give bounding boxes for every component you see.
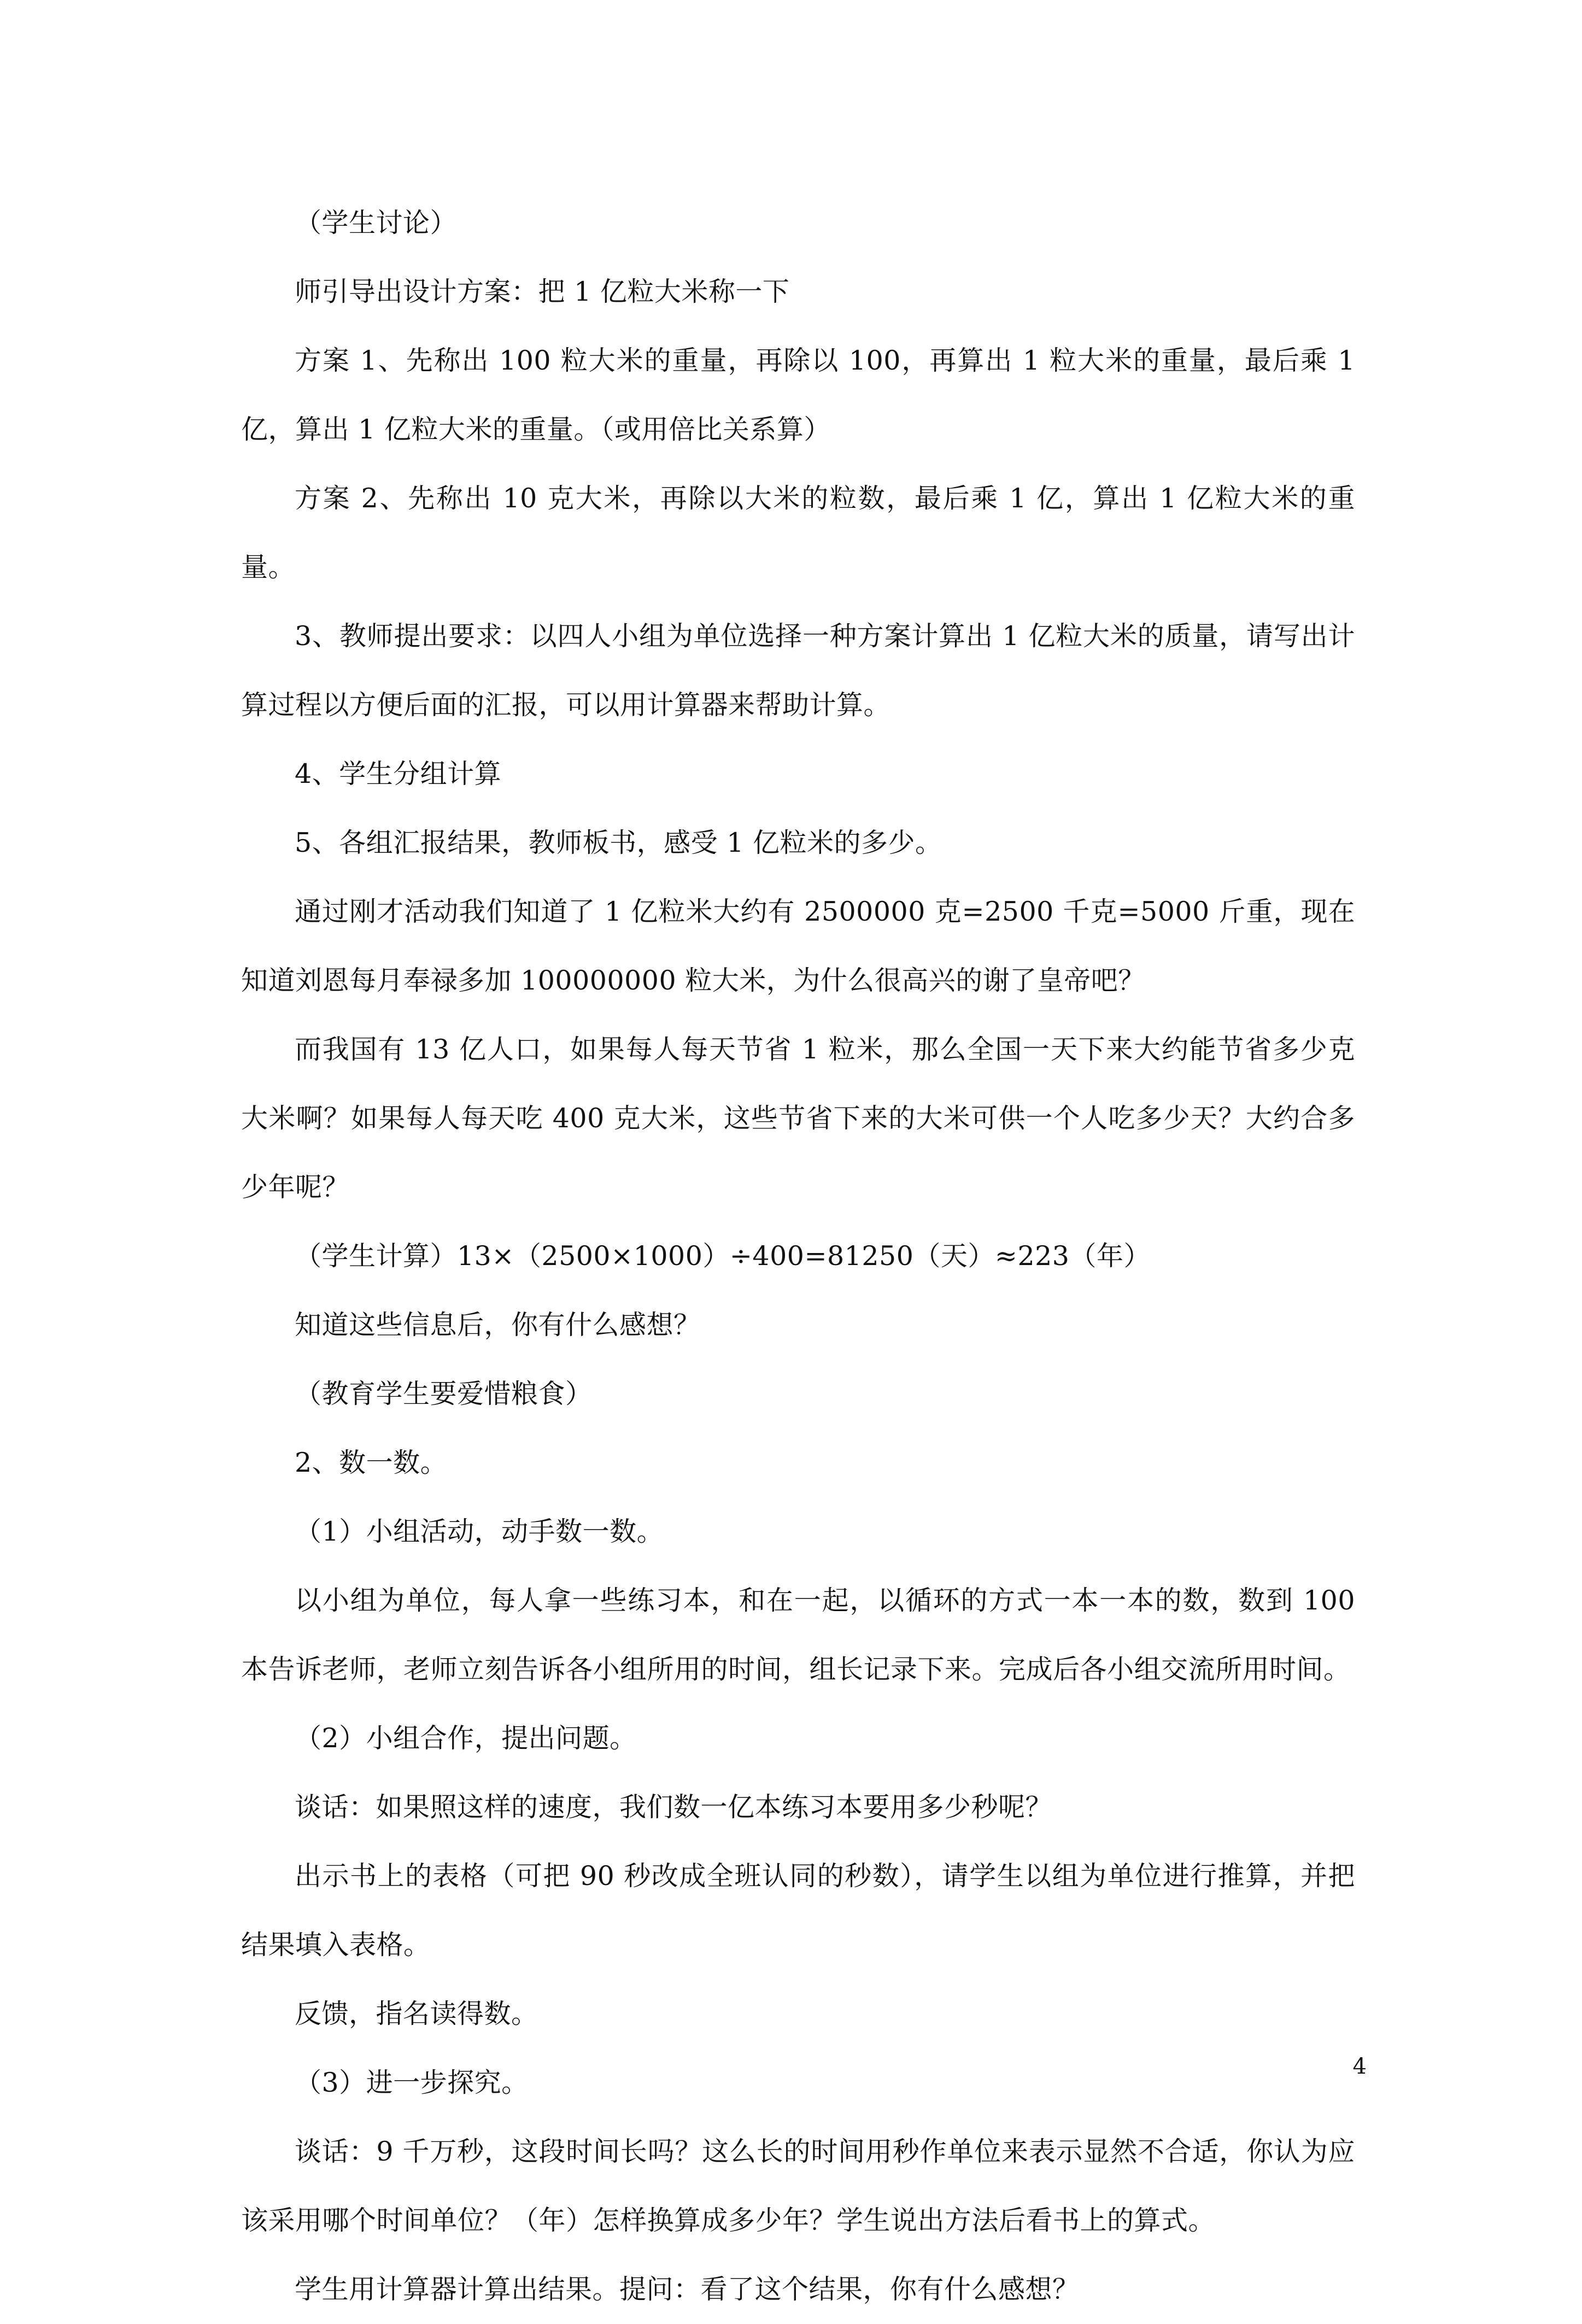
paragraph-design-plan: 师引导出设计方案：把 1 亿粒大米称一下: [295, 276, 790, 307]
paragraph-group-report: 5、各组汇报结果，教师板书，感受 1 亿粒米的多少。: [295, 827, 942, 858]
paragraph-plan-1: 方案 1、先称出 100 粒大米的重量，再除以 100，再算出 1 粒大米的重量，最后乘 1 亿，算出 1 亿粒大米的重量。（或用倍比关系算）: [241, 345, 1355, 445]
paragraph-reflection-question: 知道这些信息后，你有什么感想？: [295, 1309, 701, 1340]
paragraph-counting-activity: 以小组为单位，每人拿一些练习本，和在一起，以循环的方式一本一本的数，数到 100 本告诉老师，老师立刻告诉各小组所用的时间，组长记录下来。完成后各小组交流所用时间。: [241, 1585, 1355, 1685]
paragraph-time-unit-discussion: 谈话：9 千万秒，这段时间长吗？这么长的时间用秒作单位来表示显然不合适，你认为应该采用哪个时间单位？（年）怎样换算成多少年？学生说出方法后看书上的算式。: [241, 2136, 1355, 2236]
paragraph-plan-2: 方案 2、先称出 10 克大米，再除以大米的粒数，最后乘 1 亿，算出 1 亿粒大米的重量。: [241, 483, 1355, 583]
paragraph-group-calculation: 4、学生分组计算: [295, 758, 502, 789]
paragraph-calculator-result: 学生用计算器计算出结果。提问：看了这个结果，你有什么感想？: [295, 2274, 1080, 2305]
paragraph-student-discussion: （学生讨论）: [295, 207, 458, 238]
paragraph-education-note: （教育学生要爱惜粮食）: [295, 1378, 593, 1409]
section-heading-counting: 2、数一数。: [295, 1447, 448, 1478]
paragraph-rice-weight: 通过刚才活动我们知道了 1 亿粒米大约有 2500000 克=2500 千克=5000 斤重，现在知道刘恩每月奉禄多加 100000000 粒大米，为什么很高兴的谢了皇帝吧？: [241, 896, 1355, 996]
paragraph-counting-question: 谈话：如果照这样的速度，我们数一亿本练习本要用多少秒呢？: [295, 1792, 1053, 1823]
subheading-further-exploration: （3）进一步探究。: [295, 2067, 529, 2098]
paragraph-student-calculation: （学生计算）13×（2500×1000）÷400=81250（天）≈223（年）: [295, 1240, 1151, 1272]
page-body: [241, 189, 1355, 2324]
paragraph-feedback: 反馈，指名读得数。: [295, 1998, 538, 2029]
paragraph-table-instruction: 出示书上的表格（可把 90 秒改成全班认同的秒数），请学生以组为单位进行推算，并把结果填入表格。: [241, 1860, 1355, 1960]
paragraph-teacher-requirement: 3、教师提出要求：以四人小组为单位选择一种方案计算出 1 亿粒大米的质量，请写出计算过程以方便后面的汇报，可以用计算器来帮助计算。: [241, 620, 1355, 721]
subheading-group-activity: （1）小组活动，动手数一数。: [295, 1516, 664, 1547]
page-number: 4: [1352, 2054, 1367, 2079]
subheading-group-cooperation: （2）小组合作，提出问题。: [295, 1723, 637, 1754]
paragraph-population-question: 而我国有 13 亿人口，如果每人每天节省 1 粒米，那么全国一天下来大约能节省多少克大米啊？如果每人每天吃 400 克大米，这些节省下来的大米可供一个人吃多少天？大约合多少年呢？: [241, 1034, 1355, 1203]
